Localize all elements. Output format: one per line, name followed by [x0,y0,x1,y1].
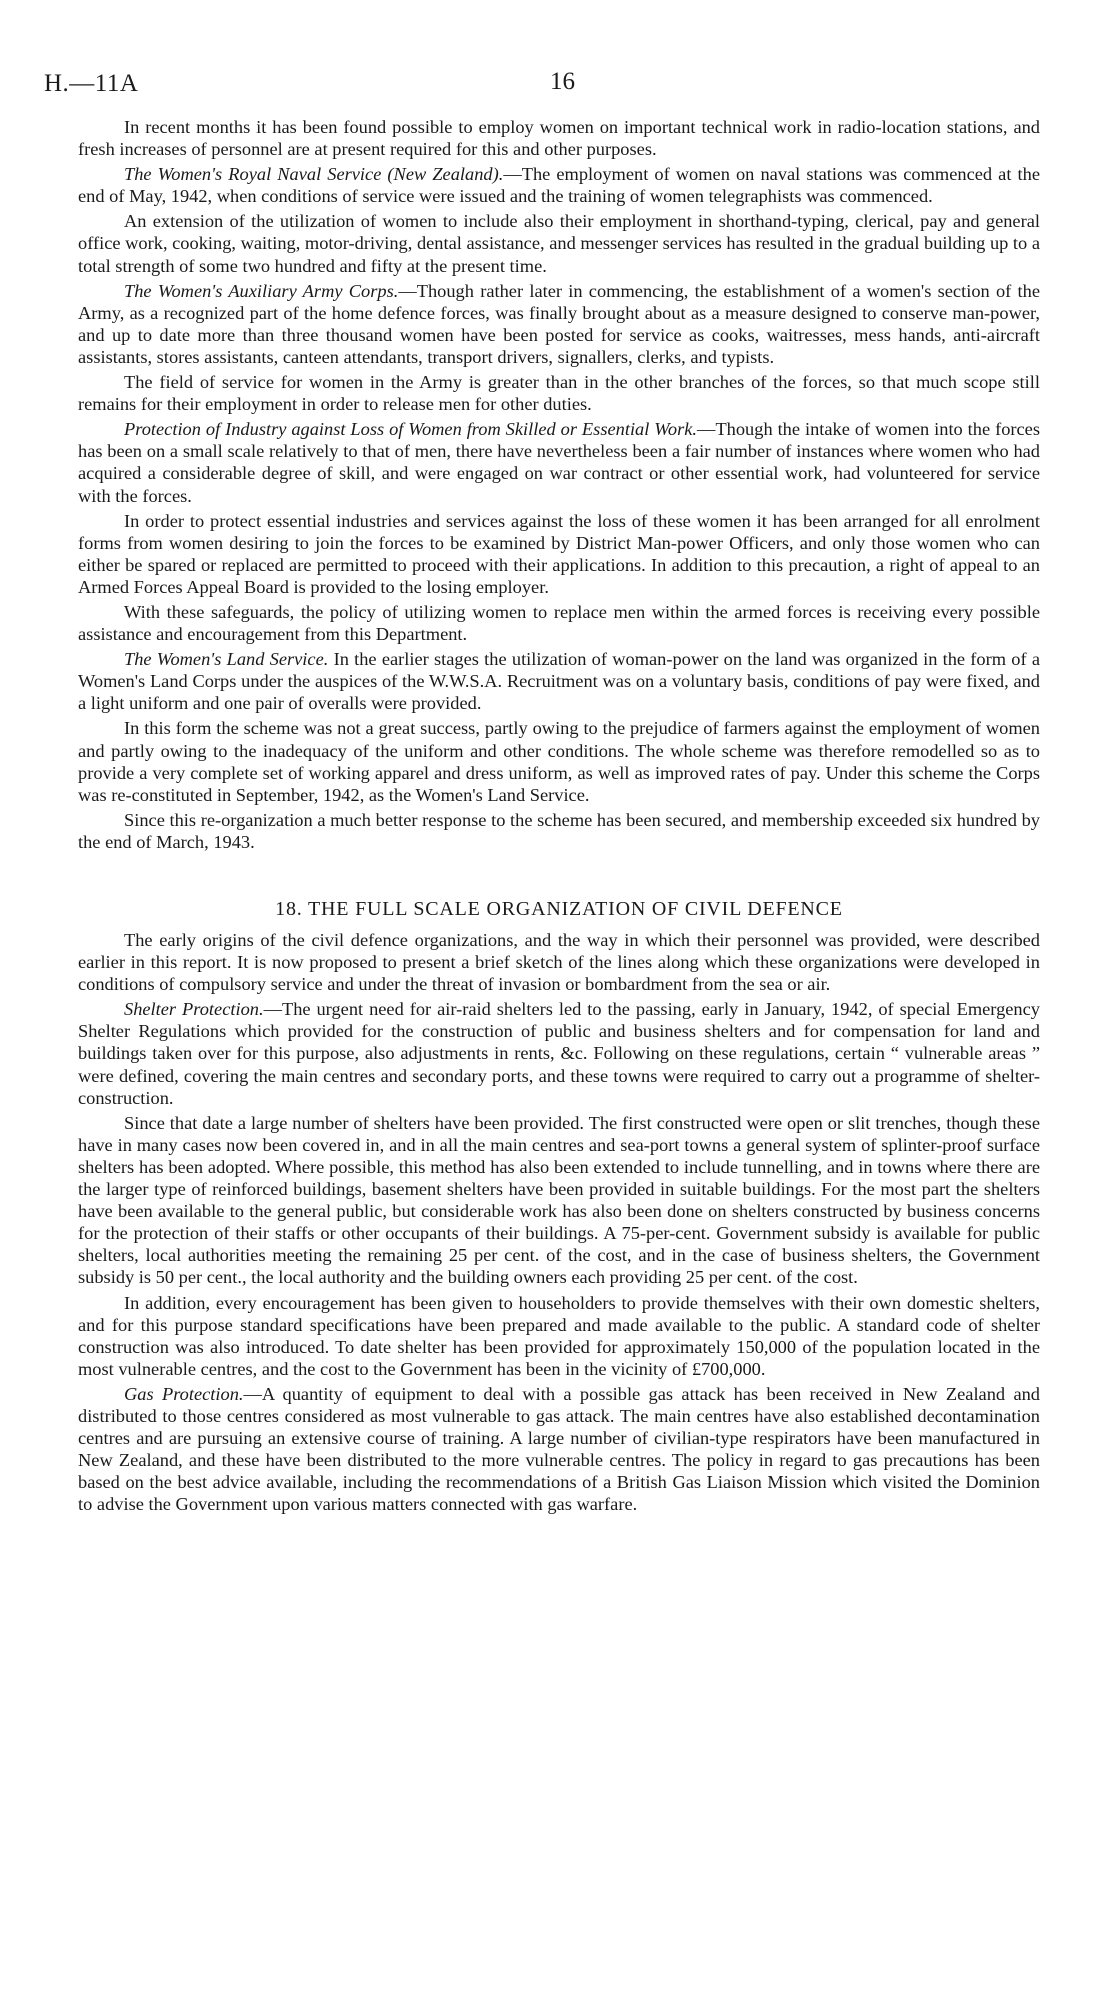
paragraph-text: In this form the scheme was not a great success, partly owing to the prejudice of farmers against the employment of women and partly owing to the inadequacy of the uniform and other conditions. The whole scheme was therefore remodelled so as to provide a very complete set of working apparel and dress uniform, as well as improved rates of pay. Under this scheme the Corps was re-constituted in September, 1942, as the Women's Land Service. [78,718,1040,805]
paragraph [78,648,1040,714]
paragraph-heading: The Women's Auxiliary Army Corps. [124,280,399,301]
paragraph-text: In addition, every encouragement has been given to householders to provide themselves with their own domestic shelters, and for this purpose standard specifications have been prepared and made available to the public. A standard code of shelter construction was also introduced. To date shelter has been provided for approximately 150,000 of the population located in the most vulnerable centres, and the cost to the Government has been in the vicinity of £700,000. [78,1292,1040,1379]
paragraph [78,1292,1040,1380]
paragraph [78,280,1040,368]
paragraph-text: The field of service for women in the Army is greater than in the other branches of the forces, so that much scope still remains for their employment in order to release men for other duties. [78,372,1040,415]
paragraph [78,809,1040,853]
paragraph-text: With these safeguards, the policy of utilizing women to replace men within the armed forces is receiving every possible assistance and encouragement from this Department. [78,601,1040,645]
paragraph [78,601,1040,645]
paragraph [78,1112,1040,1289]
paragraph [78,371,1040,415]
paragraph [78,929,1040,995]
paragraph-text: —Though the intake of women into the forces has been on a small scale relatively to that of men, there have nevertheless been a fair number of instances where women who had acquired a considerable degree of skill, and were engaged on war contract or other essential work, had volunteered for service with the forces. [78,419,1040,506]
paragraph-text: —A quantity of equipment to deal with a possible gas attack has been received in New Zealand and distributed to those centres considered as most vulnerable to gas attack. The main centres have also established decontamination centres and are pursuing an extensive course of training. A large number of civilian-type respirators have been manufactured in New Zealand, and these have been distributed to the more vulnerable centres. The policy in regard to gas precautions has been based on the best advice available, including the recommendations of a British Gas Liaison Mission which visited the Dominion to advise the Government upon various matters connected with gas warfare. [78,1383,1041,1515]
paragraph-heading: Gas Protection. [124,1383,244,1404]
paragraph-text: Since this re-organization a much better response to the scheme has been secured, and membership exceeded six hundred by the end of March, 1943. [78,809,1040,852]
paragraph-text: The early origins of the civil defence organizations, and the way in which their personnel was provided, were described earlier in this report. It is now proposed to present a brief sketch of the lines along which these organizations were developed in conditions of compulsory service and under the threat of invasion or bombardment from the sea or air. [78,930,1040,995]
paragraph-text: —The urgent need for air-raid shelters led to the passing, early in January, 1942, of special Emergency Shelter Regulations which provided for the construction of public and business shelters and for compensation for land and buildings taken over for this purpose, also adjustments in rents, &c. Following on these regulations, certain “ vulnerable areas ” were defined, covering the main centres and secondary ports, and these towns were required to carry out a programme of shelter-construction. [78,999,1040,1108]
paragraph [78,998,1040,1108]
paragraph [78,418,1040,506]
paragraph [78,1383,1040,1516]
section-heading: 18. THE FULL SCALE ORGANIZATION OF CIVIL DEFENCE [275,898,843,920]
page-number: 16 [550,68,575,95]
paragraph-heading: Shelter Protection. [124,999,264,1020]
page-header [44,64,1040,104]
paragraph [78,116,1040,160]
paragraph [78,163,1040,207]
paragraph-text: —Though rather later in commencing, the establishment of a women's section of the Army, as a recognized part of the home defence forces, was finally brought about as a measure designed to conserve man-power, and up to date more than three thousand women have been posted for service as cooks, waitresses, mess hands, anti-aircraft assistants, stores assistants, canteen attendants, transport drivers, signallers, clerks, and typists. [78,280,1040,367]
paragraph-heading: Protection of Industry against Loss of Women from Skilled or Essential Work. [124,419,698,440]
paragraph-heading: The Women's Royal Naval Service (New Zealand). [124,164,504,185]
paragraph-text: An extension of the utilization of women to include also their employment in shorthand-typing, clerical, pay and general office work, cooking, waiting, motor-driving, dental assistance, and messenger services has resulted in the gradual building up to a total strength of some two hundred and fifty at the present time. [78,211,1040,276]
paragraph-text: Since that date a large number of shelters have been provided. The first constructed were open or slit trenches, though these have in many cases now been covered in, and in all the main centres and sea-port towns a general system of splinter-proof surface shelters has been adopted. Where possible, this method has also been extended to include tunnelling, and in towns where there are the larger type of reinforced buildings, basement shelters have been provided in suitable buildings. For the most part the shelters have been available to the general public, but considerable work has also been done on shelters constructed by business concerns for the protection of their staffs or other occupants of their buildings. A 75-per-cent. Government subsidy is available for public shelters, local authorities meeting the remaining 25 per cent. of the cost, and in the case of business shelters, the Government subsidy is 50 per cent., the local authority and the building owners each providing 25 per cent. of the cost. [78,1112,1040,1288]
paragraph [78,510,1040,598]
paragraph-heading: The Women's Land Service. [124,649,329,670]
paragraph-text: In order to protect essential industries and services against the loss of these women it has been arranged for all enrolment forms from women desiring to join the forces to be examined by District Man-power Officers, and only those women who can either be spared or replaced are permitted to proceed with their applications. In addition to this precaution, a right of appeal to an Armed Forces Appeal Board is provided to the losing employer. [78,510,1040,597]
paragraph-text: —The employment of women on naval stations was commenced at the end of May, 1942, when conditions of service were issued and the training of women telegraphists was commenced. [78,164,1040,207]
paragraph-text: In the earlier stages the utilization of woman-power on the land was organized in the form of a Women's Land Corps under the auspices of the W.W.S.A. Recruitment was on a voluntary basis, conditions of pay were fixed, and a light uniform and one pair of overalls were provided. [78,649,1040,714]
paragraph [78,717,1040,805]
paragraph [78,210,1040,276]
page-body [78,116,1040,1518]
paragraph-text: In recent months it has been found possible to employ women on important technical work in radio-location stations, and fresh increases of personnel are at present required for this and other purposes. [78,117,1040,160]
document-reference: H.—11A [44,70,139,97]
